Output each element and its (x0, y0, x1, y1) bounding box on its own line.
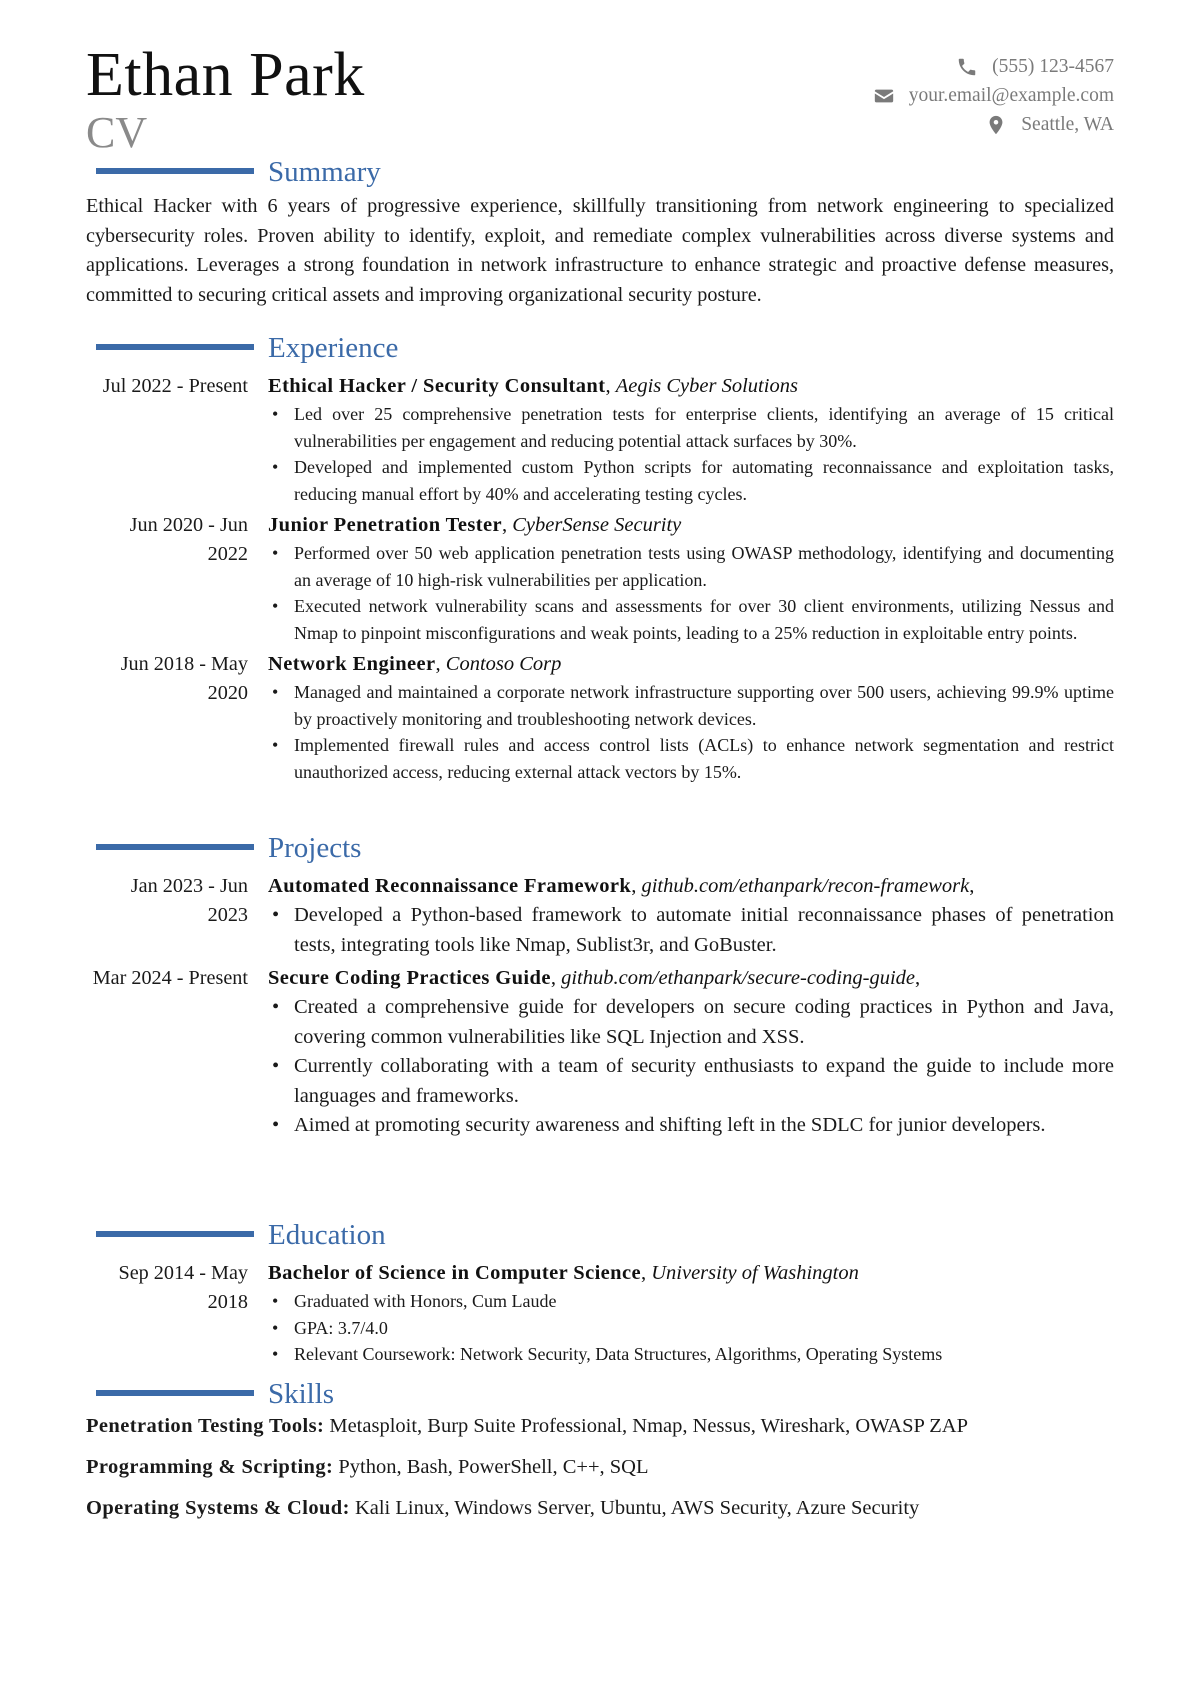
summary-section (86, 154, 1114, 310)
section-heading (86, 830, 1114, 866)
skill-row (86, 1494, 1114, 1523)
section-accent-bar (96, 344, 254, 350)
entry-dates: Jun 2020 - Jun 2022 (129, 514, 248, 565)
education-section (86, 1217, 1114, 1368)
section-accent-bar (96, 1231, 254, 1237)
job-title: Ethical Hacker / Security Consultant (268, 375, 606, 397)
bullet-list (268, 901, 1114, 960)
section-heading (86, 1217, 1114, 1253)
institution: University of Washington (651, 1262, 859, 1284)
entry-body (268, 511, 1114, 646)
employer: Aegis Cyber Solutions (615, 375, 798, 397)
project-title: Secure Coding Practices Guide (268, 967, 551, 989)
project-link[interactable]: github.com/ethanpark/recon-framework (641, 875, 970, 897)
entry-title: Ethical Hacker / Security Consultant, Aegis Cyber Solutions (268, 375, 798, 397)
entry-title: Bachelor of Science in Computer Science, University of Washington (268, 1262, 859, 1284)
project-link[interactable]: github.com/ethanpark/secure-coding-guide (561, 967, 915, 989)
project-entry (86, 964, 1114, 1141)
employer: Contoso Corp (445, 653, 562, 675)
entry-body (268, 650, 1114, 785)
bullet-item: • Developed and implemented custom Python scripts for automating reconnaissance and exploitation tasks, reducing manual effort by 40% and accelerating testing cycles. (268, 454, 1114, 507)
contact-phone[interactable] (873, 52, 1114, 81)
job-title: Network Engineer (268, 653, 436, 675)
entry-title: Automated Reconnaissance Framework, github.com/ethanpark/recon-framework, (268, 875, 975, 897)
phone-text: (555) 123-4567 (992, 55, 1114, 77)
summary-text: Ethical Hacker with 6 years of progressive experience, skillfully transitioning from network engineering to specialized cybersecurity roles. Proven ability to identify, exploit, and remediate complex vulnerabilities across diverse systems and applications. Leverages a strong foundation in network infrastructure to enhance strategic and proactive defense measures, committed to securing critical assets and improving organizational security posture. (86, 195, 1114, 306)
location-text: Seattle, WA (1021, 113, 1114, 135)
entry-dates: Jan 2023 - Jun 2023 (130, 875, 248, 926)
envelope-icon (873, 85, 897, 107)
section-title: Skills (268, 1378, 335, 1410)
degree-title: Bachelor of Science in Computer Science (268, 1262, 641, 1284)
skill-row (86, 1412, 1114, 1441)
experience-section (86, 330, 1114, 785)
entry-title: Network Engineer, Contoso Corp (268, 653, 562, 675)
project-title: Automated Reconnaissance Framework (268, 875, 632, 897)
map-pin-icon (985, 114, 1009, 136)
projects-section (86, 830, 1114, 1141)
entry-dates: Jun 2018 - May 2020 (120, 653, 248, 704)
skill-value: Kali Linux, Windows Server, Ubuntu, AWS Security, Azure Security (354, 1497, 920, 1519)
experience-entry (86, 372, 1114, 507)
contact-location (873, 110, 1114, 139)
bullet-list (268, 540, 1114, 646)
bullet-item: • Aimed at promoting security awareness and shifting left in the SDLC for junior developers. (268, 1111, 1114, 1141)
skill-label: Operating Systems & Cloud: (86, 1497, 350, 1519)
bullet-list (268, 401, 1114, 507)
entry-body (268, 872, 1114, 960)
bullet-list (268, 1288, 1114, 1368)
entry-dates: Jul 2022 - Present (102, 375, 248, 397)
employer: CyberSense Security (512, 514, 682, 536)
bullet-item: • Graduated with Honors, Cum Laude (268, 1288, 1114, 1315)
bullet-item: • Implemented firewall rules and access control lists (ACLs) to enhance network segmentation and restrict unauthorized access, reducing external attack vectors by 15%. (268, 732, 1114, 785)
section-heading (86, 1376, 1114, 1412)
entry-dates: Sep 2014 - May 2018 (118, 1262, 248, 1313)
bullet-item: • Performed over 50 web application penetration tests using OWASP methodology, identifying and documenting an average of 10 high-risk vulnerabilities per application. (268, 540, 1114, 593)
bullet-item: • Currently collaborating with a team of security enthusiasts to expand the guide to include more languages and frameworks. (268, 1052, 1114, 1111)
bullet-list (268, 679, 1114, 785)
entry-dates: Mar 2024 - Present (92, 967, 248, 989)
skills-section (86, 1376, 1114, 1523)
section-heading (86, 154, 1114, 190)
bullet-item: • Relevant Coursework: Network Security, Data Structures, Algorithms, Operating Systems (268, 1341, 1114, 1368)
document-subtitle: CV (86, 108, 148, 157)
section-title: Experience (268, 332, 399, 364)
bullet-item: • Executed network vulnerability scans and assessments for over 30 client environments, utilizing Nessus and Nmap to pinpoint misconfigurations and weak points, leading to a 25% reduction in exploitable entry points. (268, 593, 1114, 646)
section-accent-bar (96, 1390, 254, 1396)
contact-email[interactable] (873, 81, 1114, 110)
entry-body (268, 372, 1114, 507)
job-title: Junior Penetration Tester (268, 514, 502, 536)
candidate-name: Ethan Park (86, 41, 365, 109)
skill-row (86, 1453, 1114, 1482)
bullet-item: • Led over 25 comprehensive penetration tests for enterprise clients, identifying an average of 15 critical vulnerabilities per engagement and reducing potential attack surfaces by 30%. (268, 401, 1114, 454)
bullet-item: • Managed and maintained a corporate network infrastructure supporting over 500 users, achieving 99.9% uptime by proactively monitoring and troubleshooting network devices. (268, 679, 1114, 732)
entry-title: Secure Coding Practices Guide, github.com/ethanpark/secure-coding-guide, (268, 967, 921, 989)
skill-label: Programming & Scripting: (86, 1456, 334, 1478)
bullet-item: • GPA: 3.7/4.0 (268, 1315, 1114, 1342)
skill-value: Metasploit, Burp Suite Professional, Nmap, Nessus, Wireshark, OWASP ZAP (329, 1415, 968, 1437)
section-title: Education (268, 1219, 386, 1251)
bullet-item: • Created a comprehensive guide for developers on secure coding practices in Python and Java, covering common vulnerabilities like SQL Injection and XSS. (268, 993, 1114, 1052)
skill-label: Penetration Testing Tools: (86, 1415, 325, 1437)
phone-icon (956, 56, 980, 78)
bullet-list (268, 993, 1114, 1141)
experience-entry (86, 650, 1114, 785)
experience-entry (86, 511, 1114, 646)
entry-body (268, 1259, 1114, 1368)
entry-title: Junior Penetration Tester, CyberSense Security (268, 514, 682, 536)
project-entry (86, 872, 1114, 960)
education-entry (86, 1259, 1114, 1368)
bullet-item: • Developed a Python-based framework to automate initial reconnaissance phases of penetration tests, integrating tools like Nmap, Sublist3r, and GoBuster. (268, 901, 1114, 960)
section-heading (86, 330, 1114, 366)
contact-info (873, 52, 1114, 139)
section-accent-bar (96, 168, 254, 174)
section-title: Projects (268, 832, 362, 864)
section-accent-bar (96, 844, 254, 850)
skill-value: Python, Bash, PowerShell, C++, SQL (338, 1456, 649, 1478)
section-title: Summary (268, 156, 381, 188)
email-text: your.email@example.com (908, 84, 1114, 106)
entry-body (268, 964, 1114, 1141)
